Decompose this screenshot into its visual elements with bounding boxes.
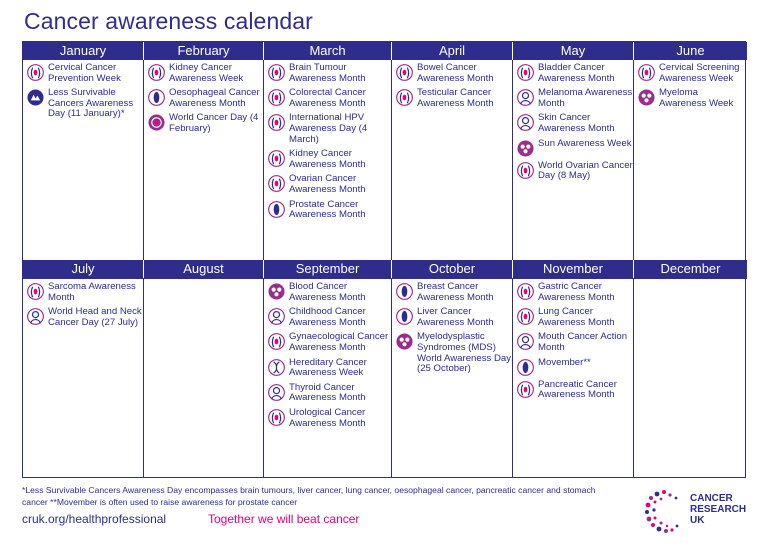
event-label: Sun Awareness Week	[538, 137, 632, 149]
event-label: Sarcoma Awareness Month	[48, 281, 136, 303]
event-item	[268, 358, 391, 379]
event-label: Prostate Cancer Awareness Month	[289, 198, 366, 221]
website-link[interactable]: cruk.org/healthprofessional	[22, 512, 167, 526]
pancreas-icon	[517, 381, 534, 398]
month-cell-may	[512, 60, 633, 260]
hpv-icon	[268, 114, 285, 131]
event-label: Ovarian Cancer Awareness Month	[289, 173, 366, 195]
event-item	[517, 161, 633, 182]
event-label: Thyroid Cancer Awareness Month	[289, 381, 366, 404]
bowel-icon	[396, 64, 413, 81]
event-item	[517, 380, 633, 401]
event-label: Pancreatic Cancer Awareness Month	[538, 378, 617, 401]
ovary-icon	[517, 162, 534, 179]
event-item	[148, 113, 263, 134]
month-header-march: March	[263, 42, 391, 60]
month-cell-january	[23, 60, 143, 260]
event-item	[27, 63, 143, 84]
event-label: Kidney Cancer Awareness Month	[289, 148, 366, 170]
event-label: Bladder Cancer Awareness Month	[538, 62, 615, 84]
event-label: Brain Tumour Awareness Month	[289, 62, 366, 84]
event-label: Blood Cancer Awareness Month	[289, 281, 366, 303]
month-header-april: April	[391, 42, 512, 60]
event-item	[268, 63, 391, 84]
liver-icon	[396, 308, 413, 325]
gynae-icon	[268, 333, 285, 350]
month-header-may: May	[512, 42, 633, 60]
kidney-icon	[148, 64, 165, 81]
event-item	[268, 88, 391, 109]
event-item	[396, 63, 512, 84]
organs-icon	[27, 89, 44, 106]
cervix-icon	[27, 64, 44, 81]
month-cell-july	[23, 278, 143, 477]
sarcoma-icon	[27, 283, 44, 300]
month-cell-september	[263, 278, 391, 477]
event-item	[517, 282, 633, 303]
event-item	[27, 88, 143, 120]
mouth-icon	[517, 333, 534, 350]
event-item	[638, 63, 747, 84]
event-label: Lung Cancer Awareness Month	[538, 306, 615, 328]
event-label: International HPV Awareness Day (4 March)	[289, 112, 368, 145]
thyroid-icon	[268, 384, 285, 401]
event-label: Gynaecological Cancer Awareness Month	[289, 331, 389, 353]
month-cell-november	[512, 278, 633, 477]
blood-cells-icon	[396, 333, 413, 350]
event-label: World Cancer Day (4 February)	[169, 112, 259, 134]
event-label: Hereditary Cancer Awareness Week	[289, 356, 367, 379]
event-label: Less Survivable Cancers Awareness Day (11 January)*	[48, 87, 134, 120]
event-label: Movember**	[538, 356, 591, 368]
event-label: Myeloma Awareness Week	[659, 87, 734, 109]
event-label: Breast Cancer Awareness Month	[417, 281, 494, 303]
event-label: Oesophageal Cancer Awareness Month	[169, 87, 260, 109]
month-header-october: October	[391, 260, 512, 278]
footnote: *Less Survivable Cancers Awareness Day encompasses brain tumours, liver cancer, lung cancer, oesophageal cancer, pancreatic cancer and stomach cancer **Movember is often used to raise awareness for prostate cancer	[22, 485, 596, 507]
kidney-icon	[268, 150, 285, 167]
calendar-grid	[22, 41, 746, 478]
month-header-january: January	[23, 42, 143, 60]
bladder-icon	[517, 64, 534, 81]
lung-icon	[517, 308, 534, 325]
month-header-june: June	[633, 42, 747, 60]
ovary-icon	[268, 175, 285, 192]
event-item	[396, 282, 512, 303]
moustache-icon	[517, 359, 534, 376]
event-label: Urological Cancer Awareness Month	[289, 406, 366, 429]
event-item	[517, 358, 633, 376]
stomach-icon	[517, 283, 534, 300]
event-item	[268, 149, 391, 170]
event-label: Childhood Cancer Awareness Month	[289, 306, 366, 328]
sun-icon	[517, 140, 534, 157]
event-item	[268, 200, 391, 221]
cruk-logo-text: CANCER RESEARCH UK	[690, 493, 747, 526]
event-item	[517, 332, 633, 353]
event-item	[148, 63, 263, 84]
tagline: Together we will beat cancer	[208, 512, 360, 526]
event-label: Colorectal Cancer Awareness Month	[289, 87, 366, 109]
child-icon	[268, 308, 285, 325]
event-item	[27, 307, 143, 328]
testicle-icon	[396, 89, 413, 106]
event-label: World Ovarian Cancer Day (8 May)	[538, 159, 633, 182]
skin-icon	[517, 114, 534, 131]
event-item	[268, 282, 391, 303]
month-header-february: February	[143, 42, 263, 60]
blood-cells-icon	[638, 89, 655, 106]
event-item	[268, 174, 391, 195]
event-item	[268, 332, 391, 353]
event-item	[517, 307, 633, 328]
page-title: Cancer awareness calendar	[24, 8, 313, 34]
head-neck-icon	[27, 308, 44, 325]
event-item	[148, 88, 263, 109]
cervix-icon	[638, 64, 655, 81]
breast-icon	[396, 283, 413, 300]
world-icon	[148, 114, 165, 131]
month-cell-august	[143, 278, 263, 477]
event-item	[396, 88, 512, 109]
month-cell-april	[391, 60, 512, 260]
event-label: Myelodysplastic Syndromes (MDS) World Awareness Day (25 October)	[417, 331, 512, 375]
event-label: Bowel Cancer Awareness Month	[417, 62, 494, 84]
event-item	[27, 282, 143, 303]
oesophagus-icon	[148, 89, 165, 106]
event-item	[517, 113, 633, 134]
event-item	[268, 113, 391, 145]
month-cell-december	[633, 278, 747, 477]
event-item	[396, 307, 512, 328]
month-header-september: September	[263, 260, 391, 278]
event-label: Liver Cancer Awareness Month	[417, 306, 494, 328]
month-header-november: November	[512, 260, 633, 278]
month-header-july: July	[23, 260, 143, 278]
month-header-august: August	[143, 260, 263, 278]
event-label: Melanoma Awareness Month	[538, 87, 633, 109]
event-item	[268, 307, 391, 328]
event-item	[517, 88, 633, 109]
event-item	[517, 139, 633, 157]
event-label: Kidney Cancer Awareness Week	[169, 62, 244, 84]
event-label: Testicular Cancer Awareness Month	[417, 87, 494, 109]
dna-icon	[268, 359, 285, 376]
urology-icon	[268, 409, 285, 426]
event-item	[396, 332, 512, 374]
month-header-december: December	[633, 260, 747, 278]
event-label: Skin Cancer Awareness Month	[538, 112, 615, 134]
event-label: Mouth Cancer Action Month	[538, 331, 628, 353]
colon-icon	[268, 89, 285, 106]
event-item	[517, 63, 633, 84]
event-label: Cervical Screening Awareness Week	[659, 62, 740, 84]
event-label: World Head and Neck Cancer Day (27 July)	[48, 306, 142, 328]
event-item	[268, 408, 391, 429]
event-item	[638, 88, 747, 109]
month-cell-october	[391, 278, 512, 477]
brain-icon	[268, 64, 285, 81]
blood-cells-icon	[268, 283, 285, 300]
event-label: Cervical Cancer Prevention Week	[48, 62, 121, 84]
event-item	[268, 383, 391, 404]
month-cell-march	[263, 60, 391, 260]
month-cell-february	[143, 60, 263, 260]
melanoma-icon	[517, 89, 534, 106]
event-label: Gastric Cancer Awareness Month	[538, 281, 615, 303]
month-cell-june	[633, 60, 747, 260]
prostate-icon	[268, 201, 285, 218]
